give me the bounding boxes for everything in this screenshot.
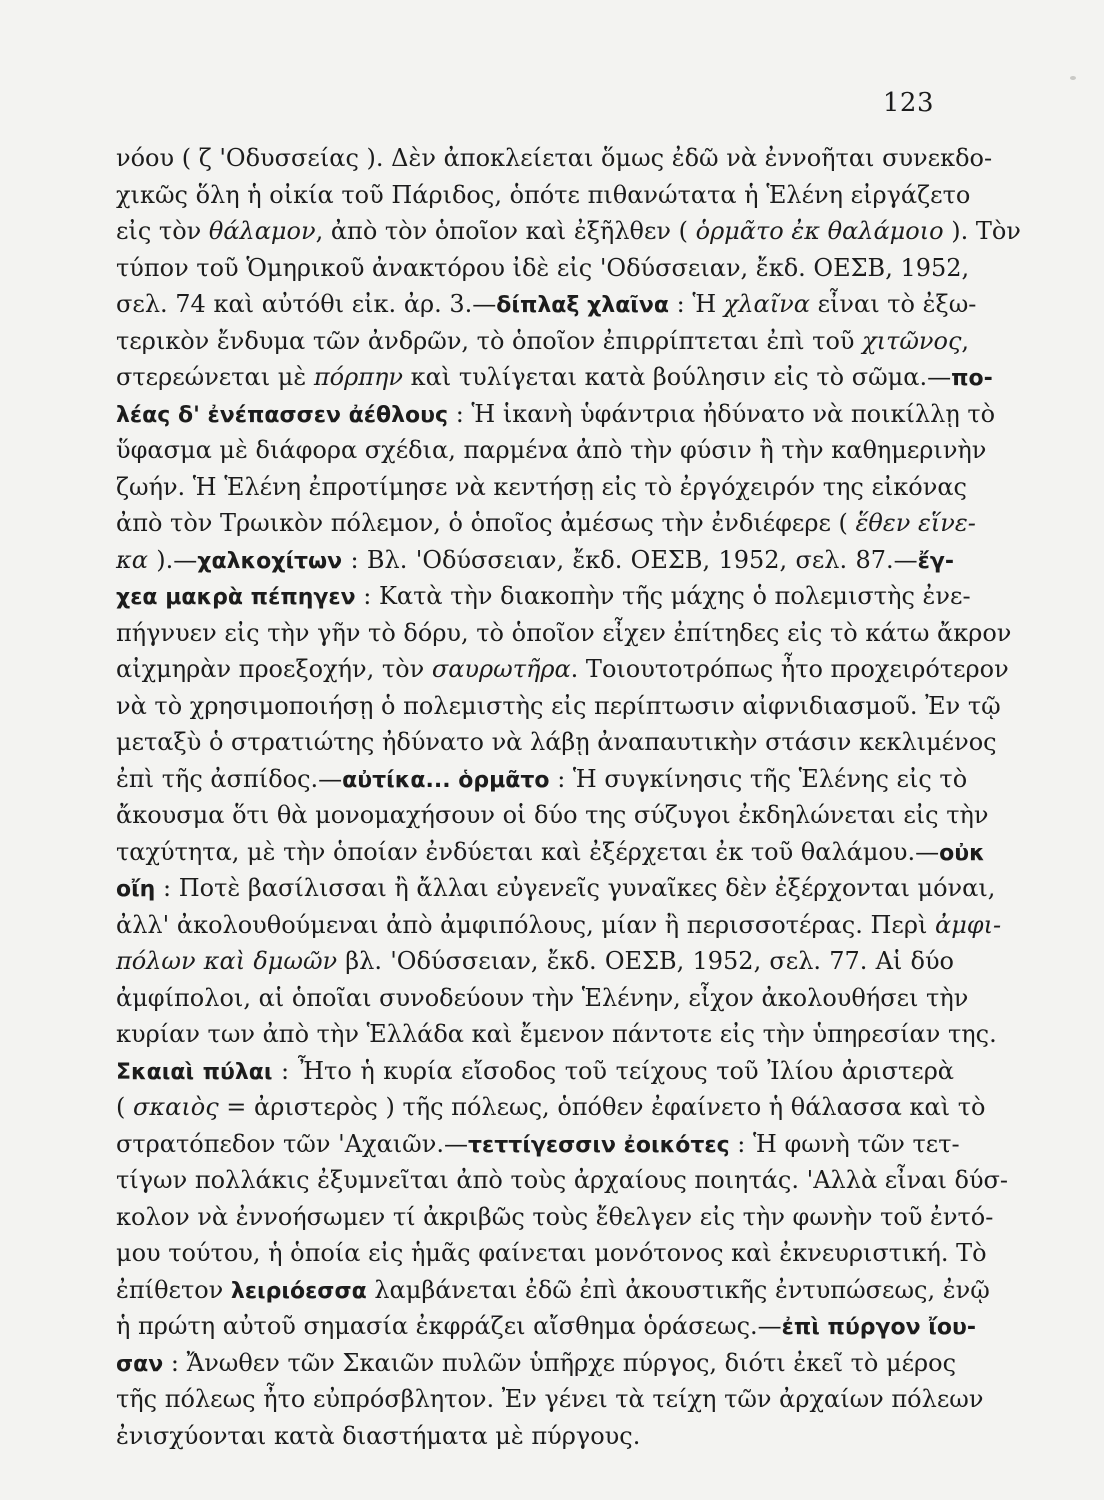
text-line (116, 724, 997, 761)
text-segment: ἀπὸ τὸν Τρωικὸν πόλεμον, ὁ ὁποῖος ἀμέσως τὴν ἐνδιέφερε ( (116, 509, 856, 537)
lemma-term: λέας δ' ἐνέπασσεν ἀέθλους (116, 402, 449, 428)
text-line (116, 1089, 986, 1126)
text-line (116, 286, 977, 323)
lemma-term: σαν (116, 1351, 164, 1377)
text-segment: : Ἦτο ἡ κυρία εἴσοδος τοῦ τείχους τοῦ Ἰλίου ἀριστερὰ (272, 1056, 955, 1085)
text-segment: : Ἄνωθεν τῶν Σκαιῶν πυλῶν ὑπῆρχε πύργος, διότι ἐκεῖ τὸ μέρος (163, 1348, 957, 1377)
text-line (116, 1235, 987, 1272)
text-line (116, 140, 993, 177)
italic-term: πόλων καὶ δμωῶν (116, 947, 338, 975)
text-segment: ζωήν. Ἡ Ἑλένη ἐπροτίμησε νὰ κεντήσῃ εἰς τὸ ἐργόχειρόν της εἰκόνας (116, 472, 967, 501)
lemma-term: οἴη (116, 877, 156, 902)
text-line (116, 250, 970, 287)
text-segment: μου τούτου, ἡ ὁποία εἰς ἡμᾶς φαίνεται μονότονος καὶ ἐκνευριστική. Τὸ (116, 1239, 987, 1267)
text-segment: τῆς πόλεως ἦτο εὐπρόσβλητον. Ἐν γένει τὰ τείχη τῶν ἀρχαίων πόλεων (116, 1385, 984, 1413)
text-segment: τύπον τοῦ Ὁμηρικοῦ ἀνακτόρου ἰδὲ εἰς 'Οδύσσειαν, ἔκδ. ΟΕΣΒ, 1952, (116, 253, 970, 282)
text-segment: ( (116, 1093, 133, 1121)
text-line (116, 177, 971, 214)
page-number: 123 (882, 88, 934, 118)
text-segment: . Τοιουτοτρόπως ἦτο προχειρότερον (570, 655, 1009, 683)
text-segment: ἡ πρώτη αὐτοῦ σημασία ἐκφράζει αἴσθημα ὁράσεως.— (116, 1312, 782, 1340)
italic-term: σκαιὸς (133, 1093, 219, 1121)
text-segment: κυρίαν των ἀπὸ τὴν Ἑλλάδα καὶ ἔμενον πάντοτε εἰς τὴν ὑπηρεσίαν της. (116, 1020, 997, 1048)
text-line (116, 1126, 960, 1163)
lemma-term: πο- (951, 366, 993, 391)
text-segment: ἐπίθετον (116, 1275, 231, 1304)
text-line (116, 542, 954, 579)
text-segment: ταχύτητα, μὲ τὴν ὁποίαν ἐνδύεται καὶ ἐξέρχεται ἐκ τοῦ θαλάμου.— (116, 837, 940, 866)
text-segment: : Ἡ φωνὴ τῶν τετ- (729, 1129, 960, 1158)
italic-term: χιτῶνος (862, 326, 962, 355)
italic-term: σαυρωτῆρα (431, 655, 571, 683)
text-line (116, 323, 970, 360)
text-segment: εἶναι τὸ ἐξω- (809, 290, 977, 318)
text-segment: : Ποτὲ βασίλισσαι ἢ ἄλλαι εὐγενεῖς γυναῖκες δὲν ἐξέρχονται μόναι, (155, 874, 996, 902)
text-segment: : Ἡ συγκίνησις τῆς Ἑλένης εἰς τὸ (549, 764, 968, 793)
text-segment: ἐνισχύονται κατὰ διαστήματα μὲ πύργους. (116, 1421, 641, 1450)
italic-term: κα (116, 545, 148, 574)
italic-term: ἕθεν εἵνε- (855, 509, 976, 537)
text-segment: , ἀπὸ τὸν ὁποῖον καὶ ἐξῆλθεν ( (315, 217, 696, 245)
text-line (116, 578, 971, 615)
text-segment: νὰ τὸ χρησιμοποιήσῃ ὁ πολεμιστὴς εἰς περίπτωσιν αἰφνιδιασμοῦ. Ἐν τῷ (116, 691, 1001, 720)
text-segment: , (961, 326, 970, 355)
text-segment: στρατόπεδον τῶν 'Αχαιῶν.— (116, 1129, 468, 1158)
italic-term: ὁρμᾶτο ἐκ θαλάμοιο (695, 217, 944, 245)
text-segment: ἄκουσμα ὅτι θὰ μονομαχήσουν οἱ δύο της σύζυγοι ἐκδηλώνεται εἰς τὴν (116, 801, 989, 829)
text-segment: : Βλ. 'Οδύσσειαν, ἔκδ. ΟΕΣΒ, 1952, σελ. 87.— (342, 545, 918, 574)
text-line (116, 1053, 954, 1090)
text-segment: ). Τὸν (943, 217, 1021, 245)
text-line (116, 1162, 1009, 1199)
text-line (116, 688, 1001, 725)
text-segment: σελ. 74 καὶ αὐτόθι εἰκ. ἀρ. 3.— (116, 290, 497, 318)
text-line (116, 469, 967, 506)
italic-term: χλαῖνα (723, 290, 810, 318)
text-segment: ).— (147, 545, 198, 574)
text-segment: πήγνυεν εἰς τὴν γῆν τὸ δόρυ, τὸ ὁποῖον εἶχεν ἐπίτηδες εἰς τὸ κάτω ἄκρον (116, 618, 1012, 647)
text-segment: μεταξὺ ὁ στρατιώτης ἠδύνατο νὰ λάβῃ ἀναπαυτικὴν στάσιν κεκλιμένος (116, 728, 997, 756)
text-line (116, 1272, 990, 1309)
text-line (116, 1418, 954, 1455)
lemma-term: ἔγ- (917, 548, 955, 574)
text-segment: = ἀριστερὸς ) τῆς πόλεως, ὁπόθεν ἐφαίνετο ἡ θάλασσα καὶ τὸ (218, 1093, 986, 1121)
text-segment: ἀμφίπολοι, αἱ ὁποῖαι συνοδεύουν τὴν Ἑλένην, εἶχον ἀκολουθήσει τὴν (116, 983, 969, 1012)
text-segment: τερικὸν ἔνδυμα τῶν ἀνδρῶν, τὸ ὁποῖον ἐπιρρίπτεται ἐπὶ τοῦ (116, 326, 863, 355)
lemma-term: λειριόεσσα (230, 1278, 367, 1304)
text-line (116, 907, 1002, 944)
lemma-term: Σκαιαὶ πύλαι (116, 1059, 273, 1085)
text-line (116, 834, 985, 871)
text-line (116, 615, 1012, 652)
lemma-term: αὐτίκα... ὁρμᾶτο (342, 767, 550, 793)
body-text (116, 140, 1021, 1454)
lemma-term: ἐπὶ πύργον ἴου- (781, 1315, 976, 1340)
text-line (116, 980, 969, 1017)
lemma-term: τεττίγεσσιν ἐοικότες (467, 1132, 730, 1158)
text-line (116, 432, 987, 469)
text-line (116, 505, 976, 542)
text-line (116, 651, 1009, 688)
text-segment: νόου ( ζ 'Οδυσσείας ). Δὲν ἀποκλείεται ὅμως ἐδῶ νὰ ἐννοῆται συνεκδο- (116, 144, 993, 172)
text-line (116, 396, 996, 433)
text-line (116, 1308, 976, 1345)
text-line (116, 761, 968, 798)
text-segment: καὶ τυλίγεται κατὰ βούλησιν εἰς τὸ σῶμα.— (402, 363, 952, 391)
paper-speck (1070, 76, 1076, 80)
text-segment: : Ἡ (668, 290, 724, 318)
text-segment: λαμβάνεται ἐδῶ ἐπὶ ἀκουστικῆς ἐντυπώσεως, ἐνῷ (366, 1275, 990, 1304)
text-segment: τίγων πολλάκις ἐξυμνεῖται ἀπὸ τοὺς ἀρχαίους ποιητάς. 'Αλλὰ εἶναι δύσ- (116, 1166, 1009, 1194)
lemma-term: χεα μακρὰ πέπηγεν (116, 585, 356, 610)
text-line (116, 943, 954, 980)
text-line (116, 213, 1021, 250)
text-line (116, 1199, 994, 1236)
text-line (116, 1381, 984, 1418)
text-segment: στερεώνεται μὲ (116, 363, 314, 391)
text-line (116, 359, 993, 396)
text-segment: : Κατὰ τὴν διακοπὴν τῆς μάχης ὁ πολεμιστὴς ἐνε- (355, 582, 971, 610)
text-line (116, 1345, 957, 1382)
text-segment: χικῶς ὅλη ἡ οἰκία τοῦ Πάριδος, ὁπότε πιθανώτατα ἡ Ἑλένη εἰργάζετο (116, 180, 971, 209)
text-segment: κολον νὰ ἐννοήσωμεν τί ἀκριβῶς τοὺς ἔθελγεν εἰς τὴν φωνὴν τοῦ ἐντό- (116, 1202, 994, 1231)
text-line (116, 870, 996, 907)
text-line (116, 797, 989, 834)
lemma-term: χαλκοχίτων (197, 548, 343, 574)
italic-term: θάλαμον (208, 217, 316, 245)
text-segment: βλ. 'Οδύσσειαν, ἔκδ. ΟΕΣΒ, 1952, σελ. 77. Αἱ δύο (337, 947, 955, 975)
text-line (116, 1016, 997, 1053)
text-segment: ὕφασμα μὲ διάφορα σχέδια, παρμένα ἀπὸ τὴν φύσιν ἢ τὴν καθημερινὴν (116, 436, 987, 464)
text-segment: : Ἡ ἱκανὴ ὑφάντρια ἠδύνατο νὰ ποικίλλῃ τὸ (448, 399, 996, 428)
italic-term: ἀμφι- (935, 910, 1002, 939)
lemma-term: οὐκ (939, 840, 985, 866)
text-segment: αἰχμηρὰν προεξοχήν, τὸν (116, 655, 432, 683)
text-segment: ἀλλ' ἀκολουθούμεναι ἀπὸ ἀμφιπόλους, μίαν ἢ περισσοτέρας. Περὶ (116, 910, 935, 939)
lemma-term: δίπλαξ χλαῖνα (496, 293, 669, 318)
italic-term: πόρπην (313, 363, 403, 391)
text-segment: εἰς τὸν (116, 217, 209, 245)
text-segment: ἐπὶ τῆς ἀσπίδος.— (116, 764, 343, 793)
